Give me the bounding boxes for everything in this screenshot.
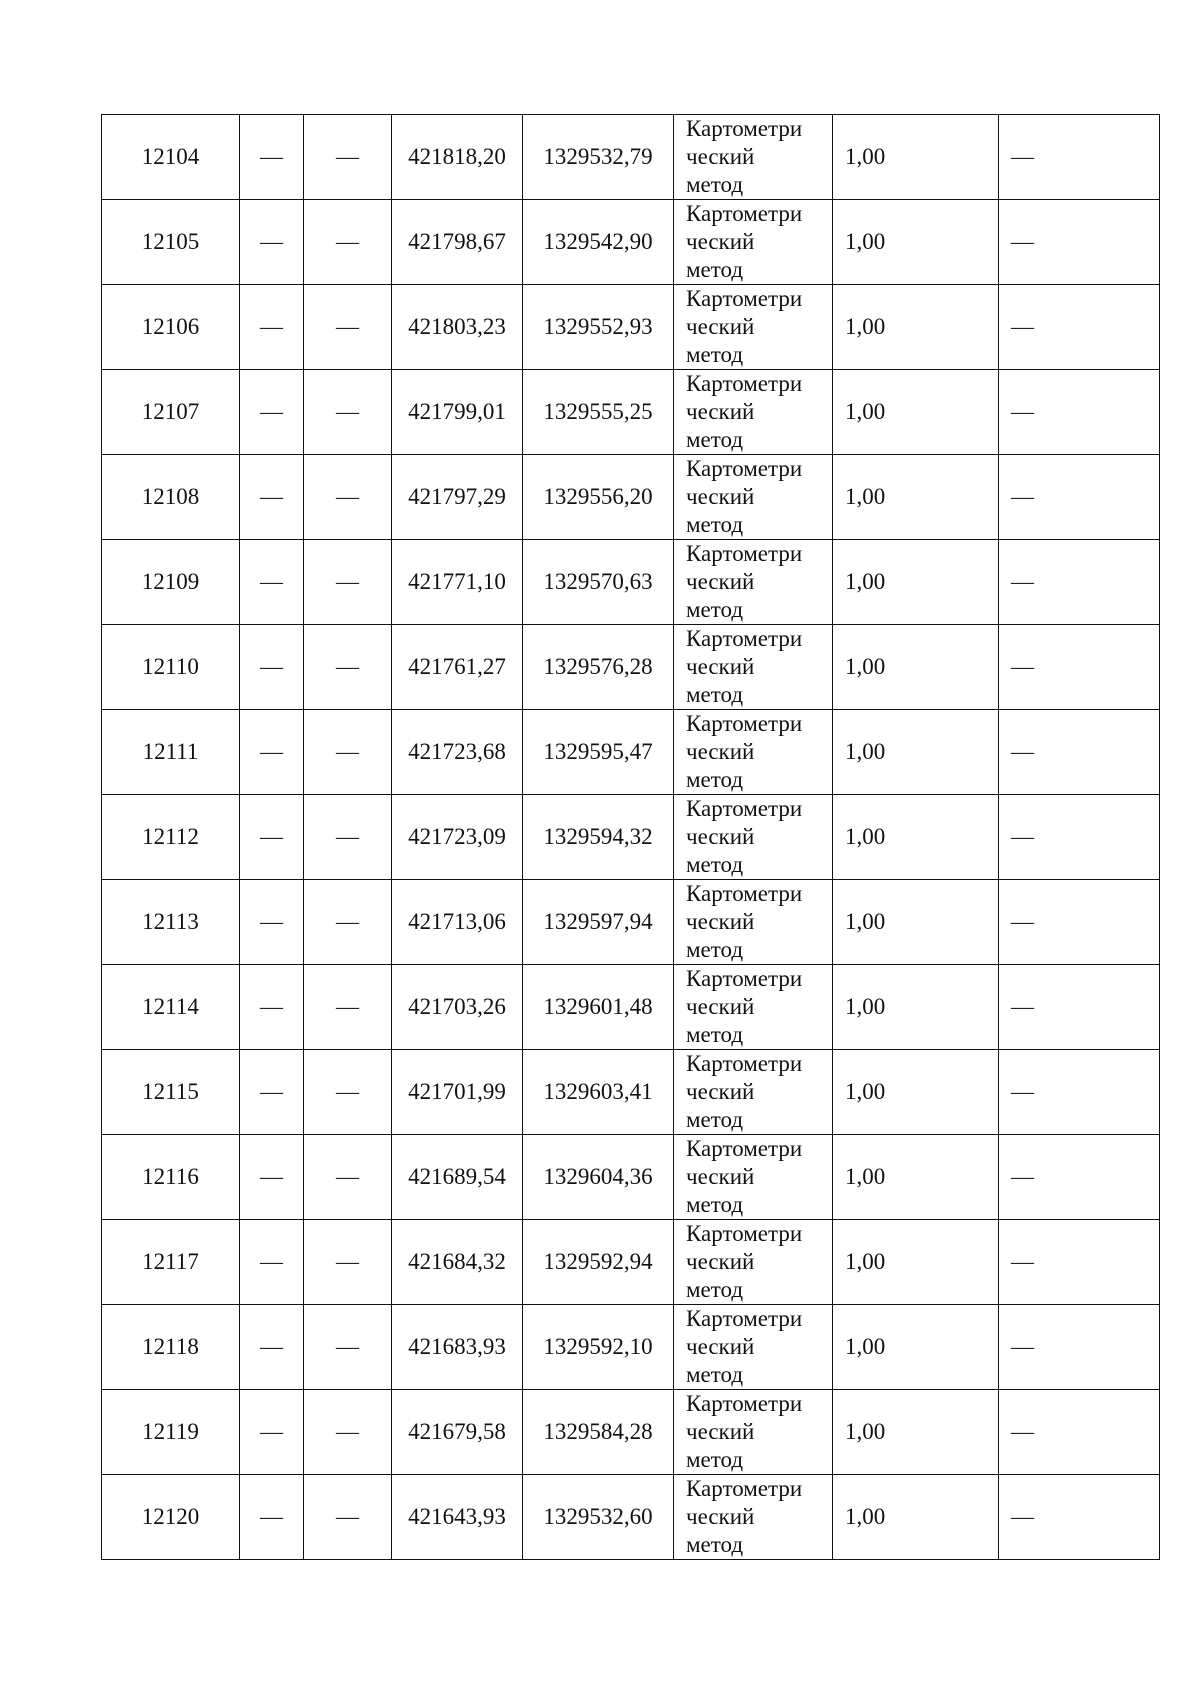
method-text-line: ческий	[686, 1419, 755, 1444]
cell-method	[674, 115, 833, 200]
cell-coordinate-x: 421701,99	[392, 1050, 523, 1135]
method-text-line: ческий	[686, 909, 755, 934]
table-row	[102, 880, 1160, 965]
method-text-line: ческий	[686, 1504, 755, 1529]
cell-coordinate-x: 421771,10	[392, 540, 523, 625]
cell-coordinate-x: 421797,29	[392, 455, 523, 540]
cell-accuracy: 1,00	[833, 1135, 999, 1220]
table-row	[102, 455, 1160, 540]
method-text-line: Картометри	[686, 1136, 803, 1161]
cell-empty-dash: —	[240, 1050, 304, 1135]
cell-method	[674, 285, 833, 370]
cell-empty-dash: —	[240, 880, 304, 965]
method-text-line: метод	[686, 852, 744, 877]
cell-accuracy: 1,00	[833, 1220, 999, 1305]
method-text-line: ческий	[686, 994, 755, 1019]
cell-accuracy: 1,00	[833, 200, 999, 285]
cell-method	[674, 1135, 833, 1220]
cell-coordinate-y: 1329552,93	[523, 285, 674, 370]
method-text-line: Картометри	[686, 796, 803, 821]
cell-empty-dash: —	[304, 540, 392, 625]
cell-empty-dash: —	[999, 115, 1160, 200]
cell-accuracy: 1,00	[833, 285, 999, 370]
method-text-line: метод	[686, 512, 744, 537]
cell-accuracy: 1,00	[833, 540, 999, 625]
method-text-line: ческий	[686, 569, 755, 594]
method-text-line: Картометри	[686, 116, 803, 141]
cell-coordinate-x: 421683,93	[392, 1305, 523, 1390]
cell-point-number: 12109	[102, 540, 240, 625]
method-text-line: ческий	[686, 399, 755, 424]
method-text-line: Картометри	[686, 371, 803, 396]
table-row	[102, 115, 1160, 200]
cell-point-number: 12110	[102, 625, 240, 710]
cell-point-number: 12118	[102, 1305, 240, 1390]
cell-point-number: 12105	[102, 200, 240, 285]
cell-method	[674, 1220, 833, 1305]
cell-method	[674, 965, 833, 1050]
cell-point-number: 12120	[102, 1475, 240, 1560]
cell-empty-dash: —	[240, 795, 304, 880]
cell-coordinate-y: 1329555,25	[523, 370, 674, 455]
cell-coordinate-y: 1329592,94	[523, 1220, 674, 1305]
cell-empty-dash: —	[304, 880, 392, 965]
cell-accuracy: 1,00	[833, 115, 999, 200]
table-row	[102, 1305, 1160, 1390]
cell-empty-dash: —	[304, 625, 392, 710]
cell-coordinate-y: 1329604,36	[523, 1135, 674, 1220]
cell-coordinate-y: 1329570,63	[523, 540, 674, 625]
method-text-line: ческий	[686, 229, 755, 254]
method-text-line: метод	[686, 427, 744, 452]
cell-empty-dash: —	[999, 1305, 1160, 1390]
cell-coordinate-x: 421798,67	[392, 200, 523, 285]
cell-method	[674, 370, 833, 455]
cell-coordinate-y: 1329592,10	[523, 1305, 674, 1390]
method-text-line: метод	[686, 767, 744, 792]
cell-empty-dash: —	[999, 710, 1160, 795]
method-text-line: Картометри	[686, 626, 803, 651]
method-text-line: метод	[686, 597, 744, 622]
method-text-line: ческий	[686, 1249, 755, 1274]
method-text-line: ческий	[686, 484, 755, 509]
cell-empty-dash: —	[999, 200, 1160, 285]
cell-method	[674, 625, 833, 710]
cell-accuracy: 1,00	[833, 1305, 999, 1390]
method-text-line: Картометри	[686, 456, 803, 481]
cell-point-number: 12117	[102, 1220, 240, 1305]
cell-coordinate-y: 1329603,41	[523, 1050, 674, 1135]
cell-coordinate-x: 421799,01	[392, 370, 523, 455]
cell-method	[674, 200, 833, 285]
method-text-line: метод	[686, 257, 744, 282]
cell-coordinate-x: 421713,06	[392, 880, 523, 965]
cell-empty-dash: —	[999, 1050, 1160, 1135]
cell-method	[674, 1475, 833, 1560]
cell-coordinate-y: 1329597,94	[523, 880, 674, 965]
cell-empty-dash: —	[304, 1220, 392, 1305]
method-text-line: Картометри	[686, 1051, 803, 1076]
cell-empty-dash: —	[240, 625, 304, 710]
cell-method	[674, 1390, 833, 1475]
method-text-line: метод	[686, 172, 744, 197]
cell-method	[674, 880, 833, 965]
cell-point-number: 12111	[102, 710, 240, 795]
method-text-line: ческий	[686, 654, 755, 679]
method-text-line: Картометри	[686, 541, 803, 566]
cell-method	[674, 1305, 833, 1390]
cell-coordinate-y: 1329532,60	[523, 1475, 674, 1560]
cell-empty-dash: —	[304, 1135, 392, 1220]
table-row	[102, 540, 1160, 625]
cell-coordinate-x: 421703,26	[392, 965, 523, 1050]
table-row	[102, 370, 1160, 455]
cell-empty-dash: —	[240, 540, 304, 625]
cell-empty-dash: —	[304, 1050, 392, 1135]
cell-coordinate-x: 421684,32	[392, 1220, 523, 1305]
cell-accuracy: 1,00	[833, 1050, 999, 1135]
method-text-line: Картометри	[686, 711, 803, 736]
cell-empty-dash: —	[999, 1220, 1160, 1305]
cell-coordinate-y: 1329576,28	[523, 625, 674, 710]
cell-empty-dash: —	[304, 1305, 392, 1390]
cell-empty-dash: —	[240, 1390, 304, 1475]
coordinates-table	[101, 114, 1160, 1560]
cell-empty-dash: —	[240, 1135, 304, 1220]
cell-coordinate-y: 1329532,79	[523, 115, 674, 200]
cell-empty-dash: —	[999, 1390, 1160, 1475]
cell-coordinate-y: 1329542,90	[523, 200, 674, 285]
cell-empty-dash: —	[999, 965, 1160, 1050]
table-body	[102, 115, 1160, 1560]
cell-empty-dash: —	[999, 540, 1160, 625]
cell-empty-dash: —	[304, 1475, 392, 1560]
table-row	[102, 285, 1160, 370]
cell-empty-dash: —	[999, 370, 1160, 455]
method-text-line: Картометри	[686, 1391, 803, 1416]
method-text-line: метод	[686, 1362, 744, 1387]
cell-accuracy: 1,00	[833, 455, 999, 540]
cell-point-number: 12113	[102, 880, 240, 965]
method-text-line: ческий	[686, 314, 755, 339]
cell-empty-dash: —	[304, 710, 392, 795]
cell-empty-dash: —	[999, 625, 1160, 710]
method-text-line: метод	[686, 1022, 744, 1047]
cell-empty-dash: —	[999, 880, 1160, 965]
method-text-line: ческий	[686, 739, 755, 764]
cell-point-number: 12107	[102, 370, 240, 455]
cell-method	[674, 710, 833, 795]
table-row	[102, 795, 1160, 880]
cell-coordinate-x: 421723,09	[392, 795, 523, 880]
method-text-line: метод	[686, 1107, 744, 1132]
cell-empty-dash: —	[304, 200, 392, 285]
cell-empty-dash: —	[240, 1475, 304, 1560]
table-row	[102, 1220, 1160, 1305]
cell-empty-dash: —	[999, 1135, 1160, 1220]
cell-method	[674, 455, 833, 540]
cell-empty-dash: —	[240, 965, 304, 1050]
cell-empty-dash: —	[240, 1220, 304, 1305]
method-text-line: метод	[686, 1277, 744, 1302]
method-text-line: Картометри	[686, 286, 803, 311]
cell-point-number: 12114	[102, 965, 240, 1050]
cell-point-number: 12115	[102, 1050, 240, 1135]
cell-empty-dash: —	[304, 1390, 392, 1475]
cell-accuracy: 1,00	[833, 625, 999, 710]
cell-coordinate-x: 421818,20	[392, 115, 523, 200]
method-text-line: Картометри	[686, 1476, 803, 1501]
table-row	[102, 965, 1160, 1050]
cell-empty-dash: —	[304, 455, 392, 540]
method-text-line: Картометри	[686, 966, 803, 991]
cell-empty-dash: —	[240, 710, 304, 795]
cell-coordinate-x: 421679,58	[392, 1390, 523, 1475]
cell-coordinate-y: 1329601,48	[523, 965, 674, 1050]
method-text-line: Картометри	[686, 1221, 803, 1246]
table-row	[102, 1135, 1160, 1220]
cell-empty-dash: —	[304, 285, 392, 370]
method-text-line: метод	[686, 937, 744, 962]
cell-coordinate-y: 1329595,47	[523, 710, 674, 795]
cell-point-number: 12106	[102, 285, 240, 370]
table-row	[102, 1390, 1160, 1475]
cell-point-number: 12116	[102, 1135, 240, 1220]
method-text-line: метод	[686, 1192, 744, 1217]
method-text-line: ческий	[686, 824, 755, 849]
cell-empty-dash: —	[304, 965, 392, 1050]
cell-empty-dash: —	[999, 1475, 1160, 1560]
cell-empty-dash: —	[240, 1305, 304, 1390]
method-text-line: ческий	[686, 144, 755, 169]
method-text-line: Картометри	[686, 881, 803, 906]
cell-coordinate-x: 421761,27	[392, 625, 523, 710]
table-row	[102, 200, 1160, 285]
cell-empty-dash: —	[240, 115, 304, 200]
method-text-line: метод	[686, 1447, 744, 1472]
cell-method	[674, 795, 833, 880]
cell-accuracy: 1,00	[833, 710, 999, 795]
cell-coordinate-y: 1329594,32	[523, 795, 674, 880]
method-text-line: метод	[686, 1532, 744, 1557]
cell-empty-dash: —	[304, 795, 392, 880]
cell-coordinate-x: 421803,23	[392, 285, 523, 370]
cell-empty-dash: —	[304, 115, 392, 200]
cell-empty-dash: —	[999, 455, 1160, 540]
cell-accuracy: 1,00	[833, 1475, 999, 1560]
table-row	[102, 1475, 1160, 1560]
cell-accuracy: 1,00	[833, 1390, 999, 1475]
cell-accuracy: 1,00	[833, 880, 999, 965]
cell-point-number: 12112	[102, 795, 240, 880]
cell-empty-dash: —	[240, 285, 304, 370]
cell-empty-dash: —	[240, 370, 304, 455]
cell-accuracy: 1,00	[833, 965, 999, 1050]
cell-coordinate-y: 1329556,20	[523, 455, 674, 540]
cell-point-number: 12104	[102, 115, 240, 200]
table-row	[102, 625, 1160, 710]
method-text-line: ческий	[686, 1334, 755, 1359]
cell-empty-dash: —	[999, 285, 1160, 370]
cell-empty-dash: —	[999, 795, 1160, 880]
cell-coordinate-x: 421643,93	[392, 1475, 523, 1560]
cell-empty-dash: —	[240, 200, 304, 285]
cell-point-number: 12119	[102, 1390, 240, 1475]
method-text-line: Картометри	[686, 1306, 803, 1331]
table-row	[102, 1050, 1160, 1135]
cell-method	[674, 1050, 833, 1135]
method-text-line: метод	[686, 342, 744, 367]
method-text-line: ческий	[686, 1164, 755, 1189]
cell-empty-dash: —	[240, 455, 304, 540]
cell-accuracy: 1,00	[833, 795, 999, 880]
cell-point-number: 12108	[102, 455, 240, 540]
cell-accuracy: 1,00	[833, 370, 999, 455]
method-text-line: ческий	[686, 1079, 755, 1104]
method-text-line: Картометри	[686, 201, 803, 226]
table-row	[102, 710, 1160, 795]
method-text-line: метод	[686, 682, 744, 707]
cell-method	[674, 540, 833, 625]
cell-coordinate-x: 421689,54	[392, 1135, 523, 1220]
cell-coordinate-y: 1329584,28	[523, 1390, 674, 1475]
cell-coordinate-x: 421723,68	[392, 710, 523, 795]
cell-empty-dash: —	[304, 370, 392, 455]
